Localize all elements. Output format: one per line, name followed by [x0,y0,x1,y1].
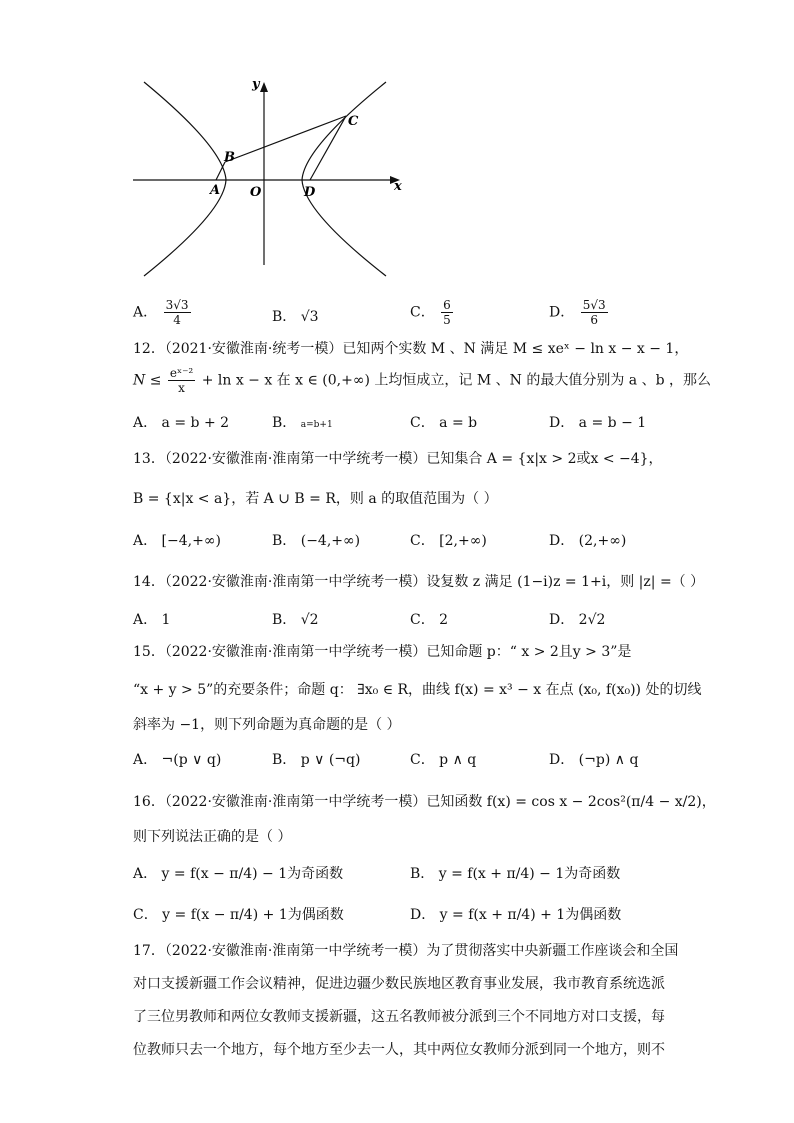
q13-option-c: C． [2,+∞) [410,533,487,549]
q11-option-d-fraction [581,298,608,327]
y-axis-arrow [260,82,268,92]
hyperbola-figure [128,70,408,280]
q11-option-c-fraction [441,298,453,327]
q14-line-1: 14．（2022·安徽淮南·淮南第一中学统考一模）设复数 z 满足 (1−i)z = 1+i，则 |z| =（ ） [133,574,705,590]
label-point-a: A [210,183,221,198]
q11-option-b-value: √3 [300,309,319,325]
q13-line-1: 13．（2022·安徽淮南·淮南第一中学统考一模）已知集合 A = {x|x > 2或x < −4}， [133,451,663,467]
q11-option-c-den: 5 [443,313,451,327]
q16-option-a: A． y = f(x − π/4) − 1为奇函数 [133,866,344,882]
q13-option-a: A． [−4,+∞) [133,533,221,549]
label-point-d: D [304,185,316,200]
q15-line-2: “x + y > 5”的充要条件；命题 q： ∃x₀ ∈ R，曲线 f(x) = x³ − x 在点 (x₀, f(x₀)) 处的切线 [133,682,702,698]
q11-option-a-den: 4 [173,313,181,327]
q12-fraction-den: x [178,381,185,395]
q17-line-2: 对口支援新疆工作会议精神，促进边疆少数民族地区教育事业发展，我市教育系统选派 [133,976,665,992]
q16-line-2: 则下列说法正确的是（ ） [133,829,292,845]
label-x: x [394,179,402,194]
q11-option-a [133,298,193,327]
hyperbola-diagram [128,70,408,280]
q11-option-c-label: C． [410,304,435,321]
q14-option-c: C． 2 [410,612,449,628]
q12-fraction-num: eˣ⁻² [169,366,194,380]
q11-option-a-label: A． [133,304,158,321]
q12-line-2-rest: + ln x − x 在 x ∈ (0,+∞) 上均恒成立，记 M 、N 的最大值分别为 a 、b ，那么 [201,372,712,389]
q14-option-b: B． √2 [272,612,319,628]
q15-option-c: C． p ∧ q [410,752,477,768]
q16-option-d: D． y = f(x + π/4) + 1为偶函数 [410,907,622,923]
q11-option-c [410,298,455,327]
q15-option-a: A． ¬(p ∨ q) [133,752,222,768]
q14-option-d: D． 2√2 [549,612,606,628]
q11-option-a-num: 3√3 [165,298,189,312]
q11-option-d-den: 6 [590,313,598,327]
q13-option-b: B． (−4,+∞) [272,533,361,549]
q11-option-d [549,298,610,327]
label-point-c: C [348,114,359,129]
q12-option-c: C． a = b [410,415,478,431]
q15-option-b: B． p ∨ (¬q) [272,752,361,768]
q14-option-a: A． 1 [133,612,171,628]
q17-line-3: 了三位男教师和两位女教师支援新疆，这五名教师被分派到三个不同地方对口支援，每 [133,1009,665,1025]
q12-option-d: D． a = b − 1 [549,415,647,431]
q12-line-2 [133,366,711,395]
q15-line-3: 斜率为 −1，则下列命题为真命题的是（ ） [133,717,401,733]
label-point-b: B [224,150,235,165]
q11-option-b-label: B． [272,309,297,325]
q11-option-d-num: 5√3 [582,298,606,312]
label-y: y [252,77,260,92]
label-origin: O [250,185,262,200]
q12-line-2-lhs: N ≤ [133,372,162,389]
q12-option-b [272,412,333,432]
q12-fraction [168,366,195,395]
q11-option-d-label: D． [549,304,575,321]
q11-option-a-fraction [164,298,191,327]
q11-option-b [272,306,319,326]
q17-line-1: 17．（2022·安徽淮南·淮南第一中学统考一模）为了贯彻落实中央新疆工作座谈会和全国 [133,943,679,959]
q12-option-a: A． a = b + 2 [133,415,230,431]
q13-option-d: D． (2,+∞) [549,533,627,549]
q15-line-1: 15．（2022·安徽淮南·淮南第一中学统考一模）已知命题 p：“ x > 2且y > 3”是 [133,644,632,660]
hyperbola-right-branch [302,82,386,276]
q13-line-2: B = {x|x < a}，若 A ∪ B = R，则 a 的取值范围为（ ） [133,491,498,507]
segment-bc [225,116,346,162]
q16-option-c: C． y = f(x − π/4) + 1为偶函数 [133,907,344,923]
q12-line-1: 12．（2021·安徽淮南·统考一模）已知两个实数 M 、N 满足 M ≤ xeˣ − ln x − x − 1， [133,341,689,357]
q12-option-b-label: B． [272,415,297,431]
hyperbola-left-branch [144,82,226,276]
q16-line-1: 16．（2022·安徽淮南·淮南第一中学统考一模）已知函数 f(x) = cos x − 2cos²(π/4 − x/2)， [133,794,716,810]
segment-cd [310,116,346,180]
q15-option-d: D． (¬p) ∧ q [549,752,639,768]
q17-line-4: 位教师只去一个地方，每个地方至少去一人，其中两位女教师分派到同一个地方，则不 [133,1042,665,1058]
q16-option-b: B． y = f(x + π/4) − 1为奇函数 [410,866,621,882]
q11-option-c-num: 6 [443,298,451,312]
q12-option-b-value: a=b+1 [300,420,333,430]
